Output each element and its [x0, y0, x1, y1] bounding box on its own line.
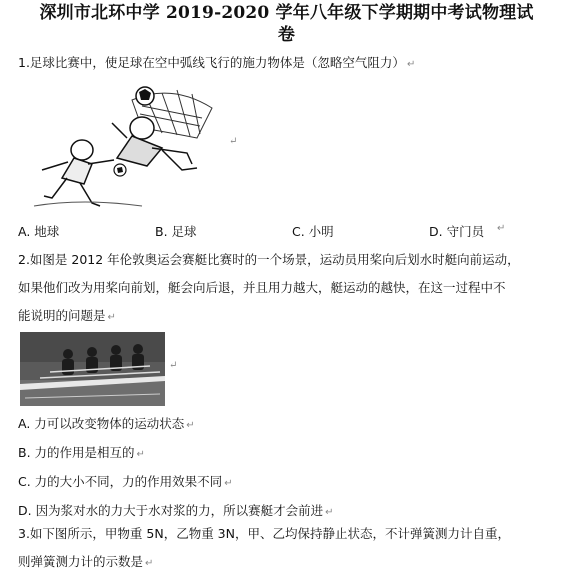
paragraph-mark: ↵: [229, 136, 238, 147]
paragraph-mark: ↵: [136, 449, 145, 460]
q2-option-b: B. 力的作用是相互的: [18, 445, 135, 460]
paragraph-mark: ↵: [406, 59, 416, 70]
question-1-stem: 1.足球比赛中，使足球在空中弧线飞行的施力物体是（忽略空气阻力） ↵: [18, 55, 416, 70]
soccer-illustration: [22, 78, 238, 213]
q2-option-c-row: [18, 469, 566, 496]
paragraph-mark: ↵: [224, 478, 233, 489]
paragraph-mark: ↵: [145, 558, 154, 569]
q2-stem-line2: 如果他们改为用桨向前划，艇会向后退，并且用力越大，艇运动的越快，在这一过程中不: [18, 280, 506, 295]
paragraph-mark: ↵: [169, 360, 178, 371]
exam-title: [0, 2, 573, 46]
question-3-stem: [18, 521, 566, 576]
paragraph-mark: ↵: [107, 312, 116, 323]
rowing-photo: [20, 332, 178, 406]
paragraph-mark: ↵: [497, 223, 506, 234]
q2-stem-line3: 能说明的问题是: [18, 308, 106, 323]
q3-stem-line2: 则弹簧测力计的示数是: [18, 554, 144, 569]
q3-stem-line2-row: [18, 549, 566, 576]
question-2-options: [18, 411, 566, 525]
q2-option-d: D. 因为浆对水的力大于水对浆的力，所以赛艇才会前进: [18, 503, 324, 518]
q2-stem-line1: 2.如图是 2012 年伦敦奥运会赛艇比赛时的一个场景，运动员用桨向后划水时艇向前运动，: [18, 252, 520, 267]
q1-option-c: C. 小明: [292, 224, 334, 239]
q3-stem-line1: 3.如下图所示，甲物重 5N，乙物重 3N，甲、乙均保持静止状态，不计弹簧测力计自重，: [18, 526, 510, 541]
q2-option-b-row: [18, 440, 566, 467]
soccer-kick-drawing: [22, 78, 227, 213]
rowing-boat-photo: [20, 332, 165, 406]
paragraph-mark: ↵: [325, 507, 334, 518]
question-2-stem: [18, 247, 566, 330]
paragraph-mark: ↵: [186, 420, 195, 431]
exam-title-line2: 卷: [277, 25, 296, 45]
q1-option-b: B. 足球: [155, 224, 197, 239]
q1-option-a: A. 地球: [18, 224, 60, 239]
q2-option-c: C. 力的大小不同，力的作用效果不同: [18, 474, 223, 489]
q2-option-a-row: [18, 411, 566, 438]
exam-title-line1: 深圳市北环中学 2019-2020 学年八年级下学期期中考试物理试: [39, 3, 534, 23]
q1-option-d: D. 守门员: [429, 224, 485, 239]
q2-stem-line3-row: [18, 303, 566, 330]
q2-option-a: A. 力可以改变物体的运动状态: [18, 416, 185, 431]
